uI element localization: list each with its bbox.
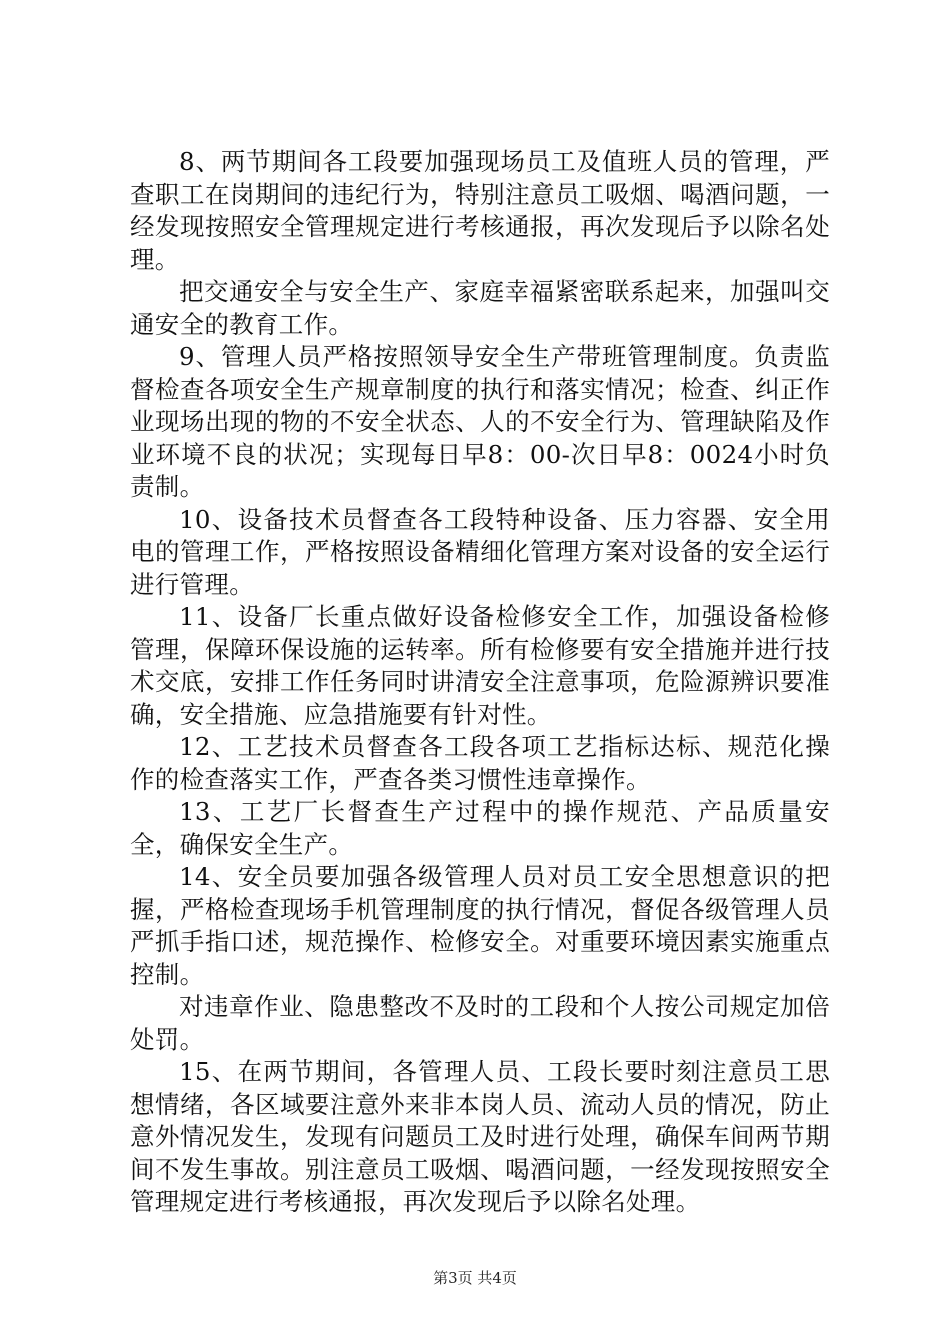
page-number-label: 第3页 共4页 — [433, 1269, 517, 1287]
paragraph-item-13: 13、工艺厂长督查生产过程中的操作规范、产品质量安全，确保安全生产。 — [130, 797, 830, 859]
paragraph-item-14: 14、安全员要加强各级管理人员对员工安全思想意识的把握，严格检查现场手机管理制度的执行情况，督促各级管理人员严抓手指口述，规范操作、检修安全。对重要环境因素实施重点控制。 — [130, 862, 830, 989]
document-body — [130, 146, 830, 1219]
paragraph-traffic-safety: 把交通安全与安全生产、家庭幸福紧密联系起来，加强叫交通安全的教育工作。 — [130, 277, 830, 339]
paragraph-penalty: 对违章作业、隐患整改不及时的工段和个人按公司规定加倍处罚。 — [130, 992, 830, 1054]
paragraph-item-10: 10、设备技术员督查各工段特种设备、压力容器、安全用电的管理工作，严格按照设备精细化管理方案对设备的安全运行进行管理。 — [130, 504, 830, 599]
paragraph-item-11: 11、设备厂长重点做好设备检修安全工作，加强设备检修管理，保障环保设施的运转率。所有检修要有安全措施并进行技术交底，安排工作任务同时讲清安全注意事项，危险源辨识要准确，安全措施、应急措施要有针对性。 — [130, 602, 830, 729]
paragraph-item-12: 12、工艺技术员督查各工段各项工艺指标达标、规范化操作的检查落实工作，严查各类习惯性违章操作。 — [130, 732, 830, 794]
paragraph-item-9: 9、管理人员严格按照领导安全生产带班管理制度。负责监督检查各项安全生产规章制度的执行和落实情况；检查、纠正作业现场出现的物的不安全状态、人的不安全行为、管理缺陷及作业环境不良的状况；实现每日早8：00-次日早8：0024小时负责制。 — [130, 342, 830, 501]
paragraph-item-8: 8、两节期间各工段要加强现场员工及值班人员的管理，严查职工在岗期间的违纪行为，特别注意员工吸烟、喝酒问题，一经发现按照安全管理规定进行考核通报，再次发现后予以除名处理。 — [130, 147, 830, 274]
paragraph-item-15: 15、在两节期间，各管理人员、工段长要时刻注意员工思想情绪，各区域要注意外来非本岗人员、流动人员的情况，防止意外情况发生，发现有问题员工及时进行处理，确保车间两节期间不发生事故。别注意员工吸烟、喝酒问题，一经发现按照安全管理规定进行考核通报，再次发现后予以除名处理。 — [130, 1057, 830, 1216]
page-footer — [0, 1268, 950, 1288]
